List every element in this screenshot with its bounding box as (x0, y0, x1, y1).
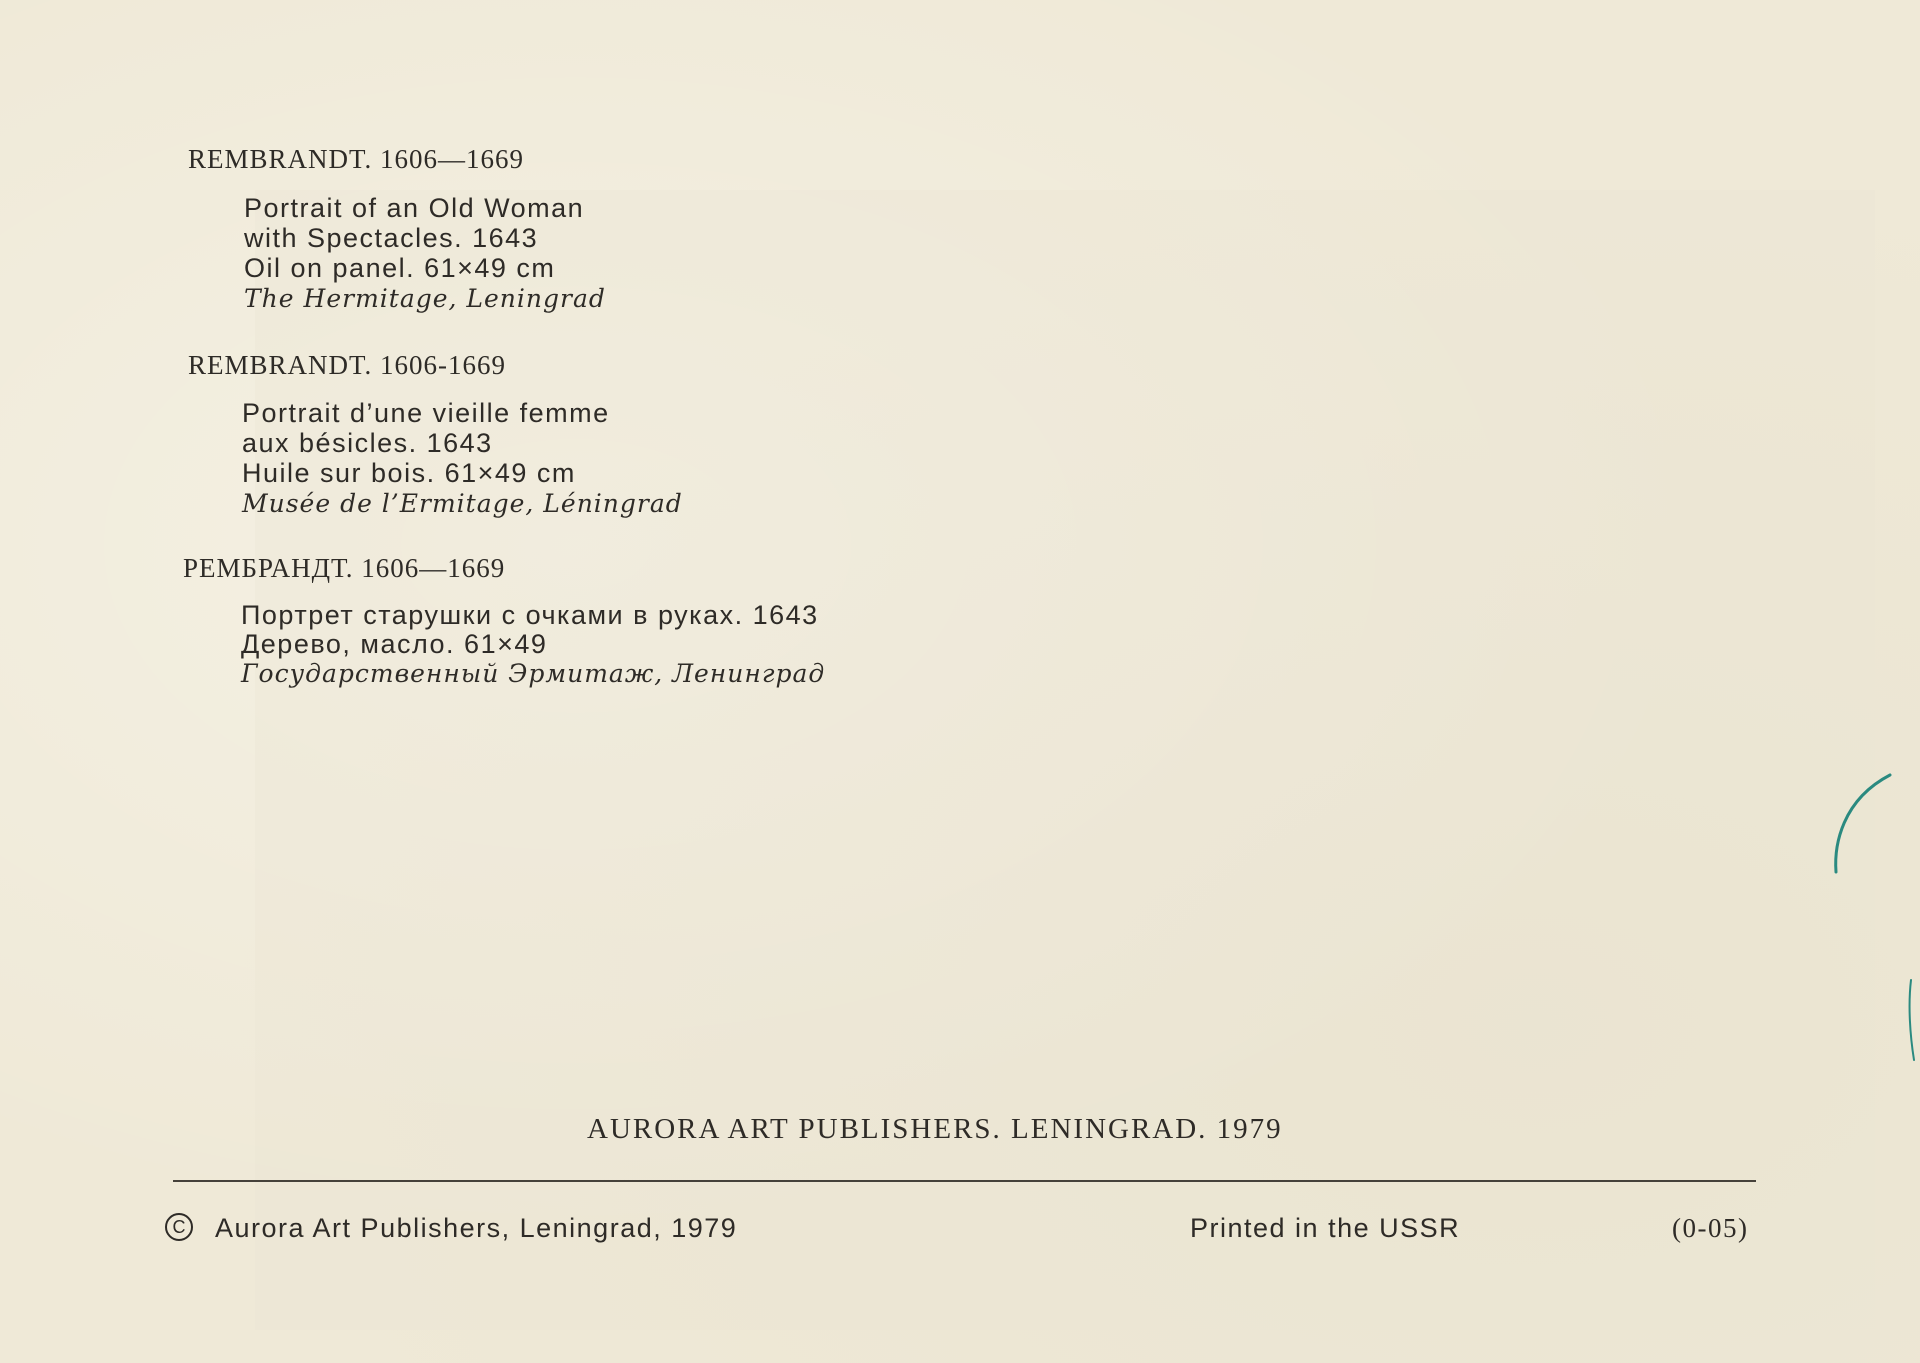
location-line: The Hermitage, Leningrad (244, 284, 606, 313)
artist-heading: REMBRANDT. 1606—1669 (188, 144, 525, 174)
pen-mark-icon (1820, 750, 1920, 1080)
artist-heading: REMBRANDT. 1606-1669 (188, 350, 507, 380)
location-line: Musée de l’Ermitage, Léningrad (242, 489, 683, 518)
title-line: aux bésicles. 1643 (242, 428, 493, 458)
divider-rule (173, 1180, 1756, 1182)
title-line: Портрет старушки с очками в руках. 1643 (241, 600, 819, 630)
title-line: with Spectacles. 1643 (244, 223, 539, 253)
title-line: Portrait of an Old Woman (244, 193, 585, 223)
medium-line: Дерево, масло. 61×49 (241, 629, 548, 659)
print-code: (0-05) (1672, 1213, 1749, 1243)
medium-line: Huile sur bois. 61×49 cm (242, 458, 576, 488)
artist-heading: РЕМБРАНДТ. 1606—1669 (183, 553, 506, 583)
medium-line: Oil on panel. 61×49 cm (244, 253, 556, 283)
publisher-line: AURORA ART PUBLISHERS. LENINGRAD. 1979 (587, 1113, 1283, 1145)
copyright-icon: C (165, 1213, 193, 1241)
copyright-text: Aurora Art Publishers, Leningrad, 1979 (215, 1213, 738, 1243)
printed-in-text: Printed in the USSR (1190, 1213, 1461, 1243)
location-line: Государственный Эрмитаж, Ленинград (241, 659, 826, 688)
title-line: Portrait d’une vieille femme (242, 398, 610, 428)
